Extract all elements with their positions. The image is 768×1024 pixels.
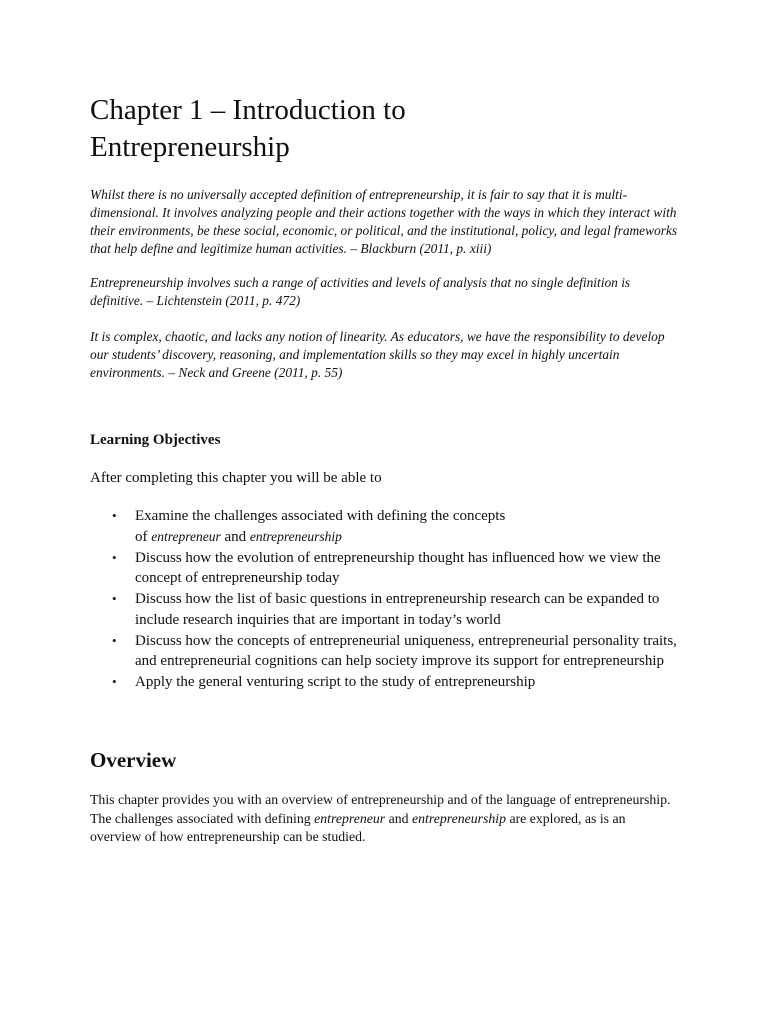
list-item bbox=[112, 548, 680, 590]
list-item bbox=[112, 506, 680, 548]
objective-text: Apply the general venturing script to the study of entrepreneurship bbox=[135, 674, 536, 690]
overview-paragraph bbox=[90, 791, 680, 847]
list-item bbox=[112, 589, 680, 631]
objective-text: Examine the challenges associated with defining the concepts bbox=[135, 508, 506, 524]
quote-lichtenstein: Entrepreneurship involves such a range of activities and levels of analysis that no single definition is definitive. – Lichtenstein (2011, p. 472) bbox=[90, 275, 631, 308]
term-entrepreneurship: entrepreneurship bbox=[411, 810, 506, 826]
list-item bbox=[112, 672, 680, 693]
learning-objectives-heading: Learning Objectives bbox=[90, 432, 221, 448]
objective-text: Discuss how the list of basic questions in entrepreneurship research can be expanded to include research inquiries that are important in today’s world bbox=[135, 591, 660, 628]
overview-heading: Overview bbox=[90, 748, 177, 772]
bullet-icon: • bbox=[112, 674, 117, 689]
objective-text: Discuss how the evolution of entrepreneurship thought has influenced how we view the concept of entrepreneurship today bbox=[135, 549, 661, 586]
objective-text-prefix: of bbox=[135, 528, 152, 545]
bullet-icon: • bbox=[112, 549, 117, 565]
overview-text-part1: This chapter provides you with an overview of entrepreneurship and of the language of entrepreneurship. The challenges associated with defining bbox=[90, 792, 671, 826]
term-entrepreneur: entrepreneur bbox=[314, 810, 386, 826]
overview-text-part3: are explored, as is an overview of how entrepreneurship can be studied. bbox=[90, 810, 626, 844]
list-item bbox=[112, 631, 680, 673]
overview-text-part2: and bbox=[385, 810, 412, 826]
objective-text: Discuss how the concepts of entrepreneurial uniqueness, entrepreneurial personality traits, and entrepreneurial cognitions can help society improve its support for entrepreneurship bbox=[135, 632, 677, 669]
term-entrepreneur: entrepreneur bbox=[151, 528, 221, 544]
objective-text-joiner: and bbox=[220, 528, 250, 545]
chapter-title bbox=[90, 92, 680, 166]
term-entrepreneurship: entrepreneurship bbox=[249, 528, 342, 544]
learning-objectives-intro: After completing this chapter you will be able to bbox=[90, 470, 382, 486]
bullet-icon: • bbox=[112, 508, 117, 523]
document-page bbox=[90, 92, 680, 847]
bullet-icon: • bbox=[112, 632, 117, 648]
chapter-title-line2: Entrepreneurship bbox=[90, 131, 290, 163]
bullet-icon: • bbox=[112, 591, 117, 606]
learning-objectives-list bbox=[90, 506, 680, 693]
quote-neck-greene: It is complex, chaotic, and lacks any notion of linearity. As educators, we have the responsibility to develop our students’ discovery, reasoning, and implementation skills so they may excel in highly uncertain environments. – Neck and Greene (2011, p. 55) bbox=[90, 329, 665, 380]
quote-blackburn: Whilst there is no universally accepted definition of entrepreneurship, it is fair to say that it is multi-dimensional. It involves analyzing people and their actions together with the ways in which they interact with their environments, be these social, economic, or political, and the institutional, policy, and legal frameworks that help define and legitimize human activities. – Blackburn (2011, p. xiii) bbox=[90, 187, 678, 256]
chapter-title-line1: Chapter 1 – Introduction to bbox=[90, 94, 406, 126]
